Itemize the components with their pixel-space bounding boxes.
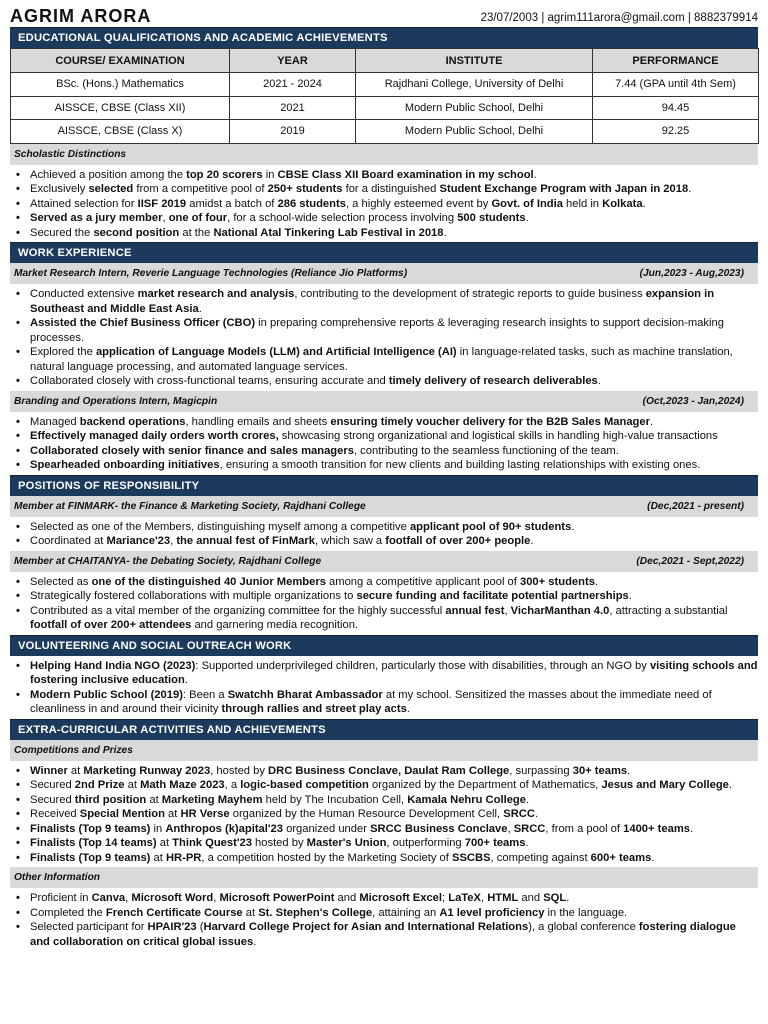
list-item: • Explored the application of Language Models (LLM) and Artificial Intelligence (AI) in language-related tasks, such as machine translation, natural language processing, and automated language services. xyxy=(10,345,758,374)
role-dates: (Oct,2023 - Jan,2024) xyxy=(642,395,744,407)
list-item: • Finalists (Top 9 teams) at HR-PR, a competition hosted by the Marketing Society of SSCBS, competing against 600+ teams. xyxy=(10,851,758,866)
column-header: INSTITUTE xyxy=(356,49,593,73)
list-item: • Selected as one of the Members, distinguishing myself among a competitive applicant pool of 90+ students. xyxy=(10,520,758,535)
subsection-scholastic-distinctions xyxy=(10,144,758,165)
list-item: • Secured 2nd Prize at Math Maze 2023, a logic-based competition organized by the Department of Mathematics, Jesus and Mary College. xyxy=(10,778,758,793)
list-item: • Achieved a position among the top 20 scorers in CBSE Class XII Board examination in my school. xyxy=(10,168,758,183)
subsection-other-information xyxy=(10,867,758,888)
volunteering-list xyxy=(10,656,758,719)
role-title: Market Research Intern, Reverie Language Technologies (Reliance Jio Platforms) xyxy=(14,268,408,279)
list-item: • Winner at Marketing Runway 2023, hosted by DRC Business Conclave, Daulat Ram College, surpassing 30+ teams. xyxy=(10,764,758,779)
table-cell: AISSCE, CBSE (Class XII) xyxy=(11,96,230,120)
table-row xyxy=(11,73,759,97)
list-item: • Attained selection for IISF 2019 amidst a batch of 286 students, a highly esteemed event by Govt. of India held in Kolkata. xyxy=(10,197,758,212)
candidate-name: AGRIM ARORA xyxy=(10,6,152,26)
list-item: • Secured third position at Marketing Mayhem held by The Incubation Cell, Kamala Nehru College. xyxy=(10,793,758,808)
table-header-row xyxy=(11,49,759,73)
subsection-title: Other Information xyxy=(14,872,101,883)
table-cell: 2021 - 2024 xyxy=(230,73,356,97)
list-item: • Received Special Mention at HR Verse organized by the Human Resource Development Cell, SRCC. xyxy=(10,807,758,822)
list-item: • Assisted the Chief Business Officer (CBO) in preparing comprehensive reports & leveraging research insights to support decision-making processes. xyxy=(10,316,758,345)
list-item: • Selected as one of the distinguished 40 Junior Members among a competitive applicant pool of 300+ students. xyxy=(10,575,758,590)
education-table xyxy=(10,48,759,144)
role-items-list xyxy=(10,284,758,391)
role-items-list xyxy=(10,517,758,551)
role-dates: (Dec,2021 - Sept,2022) xyxy=(636,555,744,567)
list-item: • Coordinated at Mariance'23, the annual fest of FinMark, which saw a footfall of over 200+ people. xyxy=(10,534,758,549)
list-item: • Effectively managed daily orders worth crores, showcasing strong organizational and logistical skills in handling high-value transactions xyxy=(10,429,758,444)
table-cell: Modern Public School, Delhi xyxy=(356,96,593,120)
other-info-list xyxy=(10,888,758,951)
list-item: • Modern Public School (2019): Been a Swatchh Bharat Ambassador at my school. Sensitized the masses about the immediate need of cleanliness in and around their vicinity through rallies and street play acts. xyxy=(10,688,758,717)
section-work-experience: WORK EXPERIENCE xyxy=(10,242,758,263)
role-title: Member at CHAITANYA- the Debating Society, Rajdhani College xyxy=(14,555,322,567)
role-header xyxy=(10,551,758,572)
list-item: • Served as a jury member, one of four, for a school-wide selection process involving 500 students. xyxy=(10,211,758,226)
table-cell: Modern Public School, Delhi xyxy=(356,120,593,144)
role-header xyxy=(10,263,758,284)
list-item: • Finalists (Top 9 teams) in Anthropos (k)apital'23 organized under SRCC Business Conclave, SRCC, from a pool of 1400+ teams. xyxy=(10,822,758,837)
resume-header xyxy=(10,0,758,27)
list-item: • Secured the second position at the National Atal Tinkering Lab Festival in 2018. xyxy=(10,226,758,241)
role-dates: (Jun,2023 - Aug,2023) xyxy=(639,268,744,279)
column-header: YEAR xyxy=(230,49,356,73)
competitions-list xyxy=(10,761,758,868)
contact-info: 23/07/2003 | agrim111arora@gmail.com | 8882379914 xyxy=(480,12,758,24)
role-items-list xyxy=(10,572,758,635)
table-cell: 2019 xyxy=(230,120,356,144)
role-items-list xyxy=(10,412,758,475)
table-cell: Rajdhani College, University of Delhi xyxy=(356,73,593,97)
role-title: Branding and Operations Intern, Magicpin xyxy=(14,395,218,407)
list-item: • Contributed as a vital member of the organizing committee for the highly successful annual fest, VicharManthan 4.0, attracting a substantial footfall of over 200+ attendees and garnering media recognition. xyxy=(10,604,758,633)
table-cell: BSc. (Hons.) Mathematics xyxy=(11,73,230,97)
role-title: Member at FINMARK- the Finance & Marketing Society, Rajdhani College xyxy=(14,500,366,512)
list-item: • Selected participant for HPAIR'23 (Harvard College Project for Asian and International Relations), a global conference fostering dialogue and collaboration on critical global issues. xyxy=(10,920,758,949)
list-item: • Finalists (Top 14 teams) at Think Quest'23 hosted by Master's Union, outperforming 700+ teams. xyxy=(10,836,758,851)
list-item: • Collaborated closely with senior finance and sales managers, contributing to the seamless functioning of the team. xyxy=(10,444,758,459)
role-dates: (Dec,2021 - present) xyxy=(647,500,744,512)
list-item: • Strategically fostered collaborations with multiple organizations to secure funding and facilitate potential partnerships. xyxy=(10,589,758,604)
section-volunteering: VOLUNTEERING AND SOCIAL OUTREACH WORK xyxy=(10,635,758,656)
role-header xyxy=(10,391,758,412)
list-item: • Completed the French Certificate Course at St. Stephen's College, attaining an A1 level proficiency in the language. xyxy=(10,906,758,921)
subsection-title: Scholastic Distinctions xyxy=(14,148,127,160)
column-header: COURSE/ EXAMINATION xyxy=(11,49,230,73)
table-cell: 2021 xyxy=(230,96,356,120)
list-item: • Managed backend operations, handling emails and sheets ensuring timely voucher delivery for the B2B Sales Manager. xyxy=(10,415,758,430)
section-positions-of-responsibility: POSITIONS OF RESPONSIBILITY xyxy=(10,475,758,496)
column-header: PERFORMANCE xyxy=(593,49,759,73)
distinctions-list xyxy=(10,165,758,243)
table-row xyxy=(11,96,759,120)
table-cell: 94.45 xyxy=(593,96,759,120)
table-row xyxy=(11,120,759,144)
subsection-competitions xyxy=(10,740,758,761)
table-cell: 92.25 xyxy=(593,120,759,144)
role-header xyxy=(10,496,758,517)
list-item: • Exclusively selected from a competitive pool of 250+ students for a distinguished Student Exchange Program with Japan in 2018. xyxy=(10,182,758,197)
table-cell: AISSCE, CBSE (Class X) xyxy=(11,120,230,144)
subsection-title: Competitions and Prizes xyxy=(14,744,133,756)
list-item: • Spearheaded onboarding initiatives, ensuring a smooth transition for new clients and building lasting relationships with existing ones. xyxy=(10,458,758,473)
list-item: • Helping Hand India NGO (2023): Supported underprivileged children, particularly those with disabilities, through an NGO by visiting schools and fostering inclusive education. xyxy=(10,659,758,688)
list-item: • Collaborated closely with cross-functional teams, ensuring accurate and timely delivery of research deliverables. xyxy=(10,374,758,389)
list-item: • Conducted extensive market research and analysis, contributing to the development of strategic reports to guide business expansion in Southeast and Middle East Asia. xyxy=(10,287,758,316)
list-item: • Proficient in Canva, Microsoft Word, Microsoft PowerPoint and Microsoft Excel; LaTeX, HTML and SQL. xyxy=(10,891,758,906)
table-cell: 7.44 (GPA until 4th Sem) xyxy=(593,73,759,97)
section-extracurricular: EXTRA-CURRICULAR ACTIVITIES AND ACHIEVEMENTS xyxy=(10,719,758,740)
section-education: EDUCATIONAL QUALIFICATIONS AND ACADEMIC ACHIEVEMENTS xyxy=(10,27,758,48)
